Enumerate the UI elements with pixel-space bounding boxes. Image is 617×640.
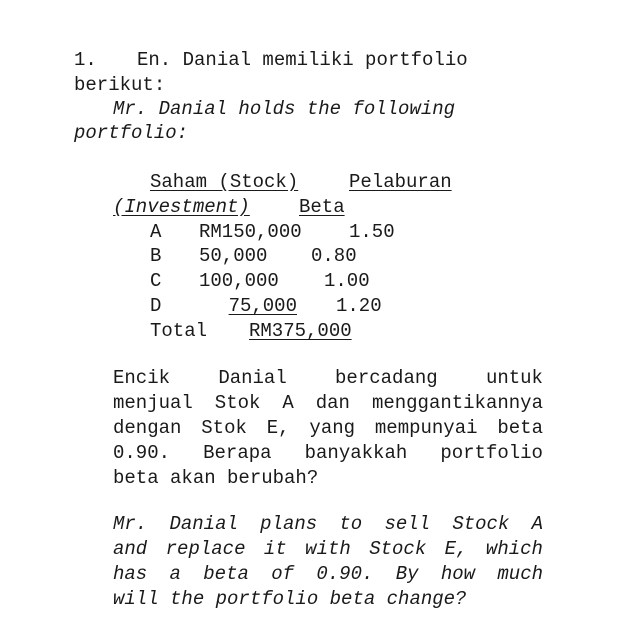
malay-intro-line-1: En. Danial memiliki portfolio [137,49,468,71]
malay-question-line-4: 0.90. Berapa banyakkah portfolio [113,442,543,464]
malay-question-line-5: beta akan berubah? [113,467,319,489]
malay-question-line-2: menjual Stok A dan menggantikannya [113,392,543,414]
table-total-label: Total [150,320,208,342]
table-row-investment: 75,000 [228,295,297,317]
english-question-line-3: has a beta of 0.90. By how much [113,563,543,585]
table-header-investment: Pelaburan [349,171,452,193]
table-row-stock: B [150,245,162,267]
english-question-line-2: and replace it with Stock E, which [113,538,543,560]
table-row-stock: D [150,295,162,317]
malay-intro-line-2: berikut: [74,74,166,96]
table-row-investment: 50,000 [199,245,268,267]
table-header-investment-en: (Investment) [113,196,250,218]
table-row-beta: 1.50 [349,221,395,243]
table-header-beta: Beta [299,196,345,218]
english-intro-line-2: portfolio: [74,122,189,144]
english-question-line-4: will the portfolio beta change? [113,588,467,610]
table-row-beta: 0.80 [311,245,357,267]
english-intro-line-1: Mr. Danial holds the following [113,98,456,120]
question-number: 1. [74,49,97,71]
table-row-investment: 100,000 [199,270,279,292]
malay-question-line-1: Encik Danial bercadang untuk [113,367,543,389]
table-row-beta: 1.20 [336,295,382,317]
table-row-stock: A [150,221,162,243]
table-row-beta: 1.00 [324,270,370,292]
english-question-line-1: Mr. Danial plans to sell Stock A [113,513,543,535]
table-row-investment: RM150,000 [199,221,302,243]
table-header-stock: Saham (Stock) [150,171,299,193]
table-row-stock: C [150,270,162,292]
malay-question-line-3: dengan Stok E, yang mempunyai beta [113,417,543,439]
table-total-value: RM375,000 [249,320,352,342]
